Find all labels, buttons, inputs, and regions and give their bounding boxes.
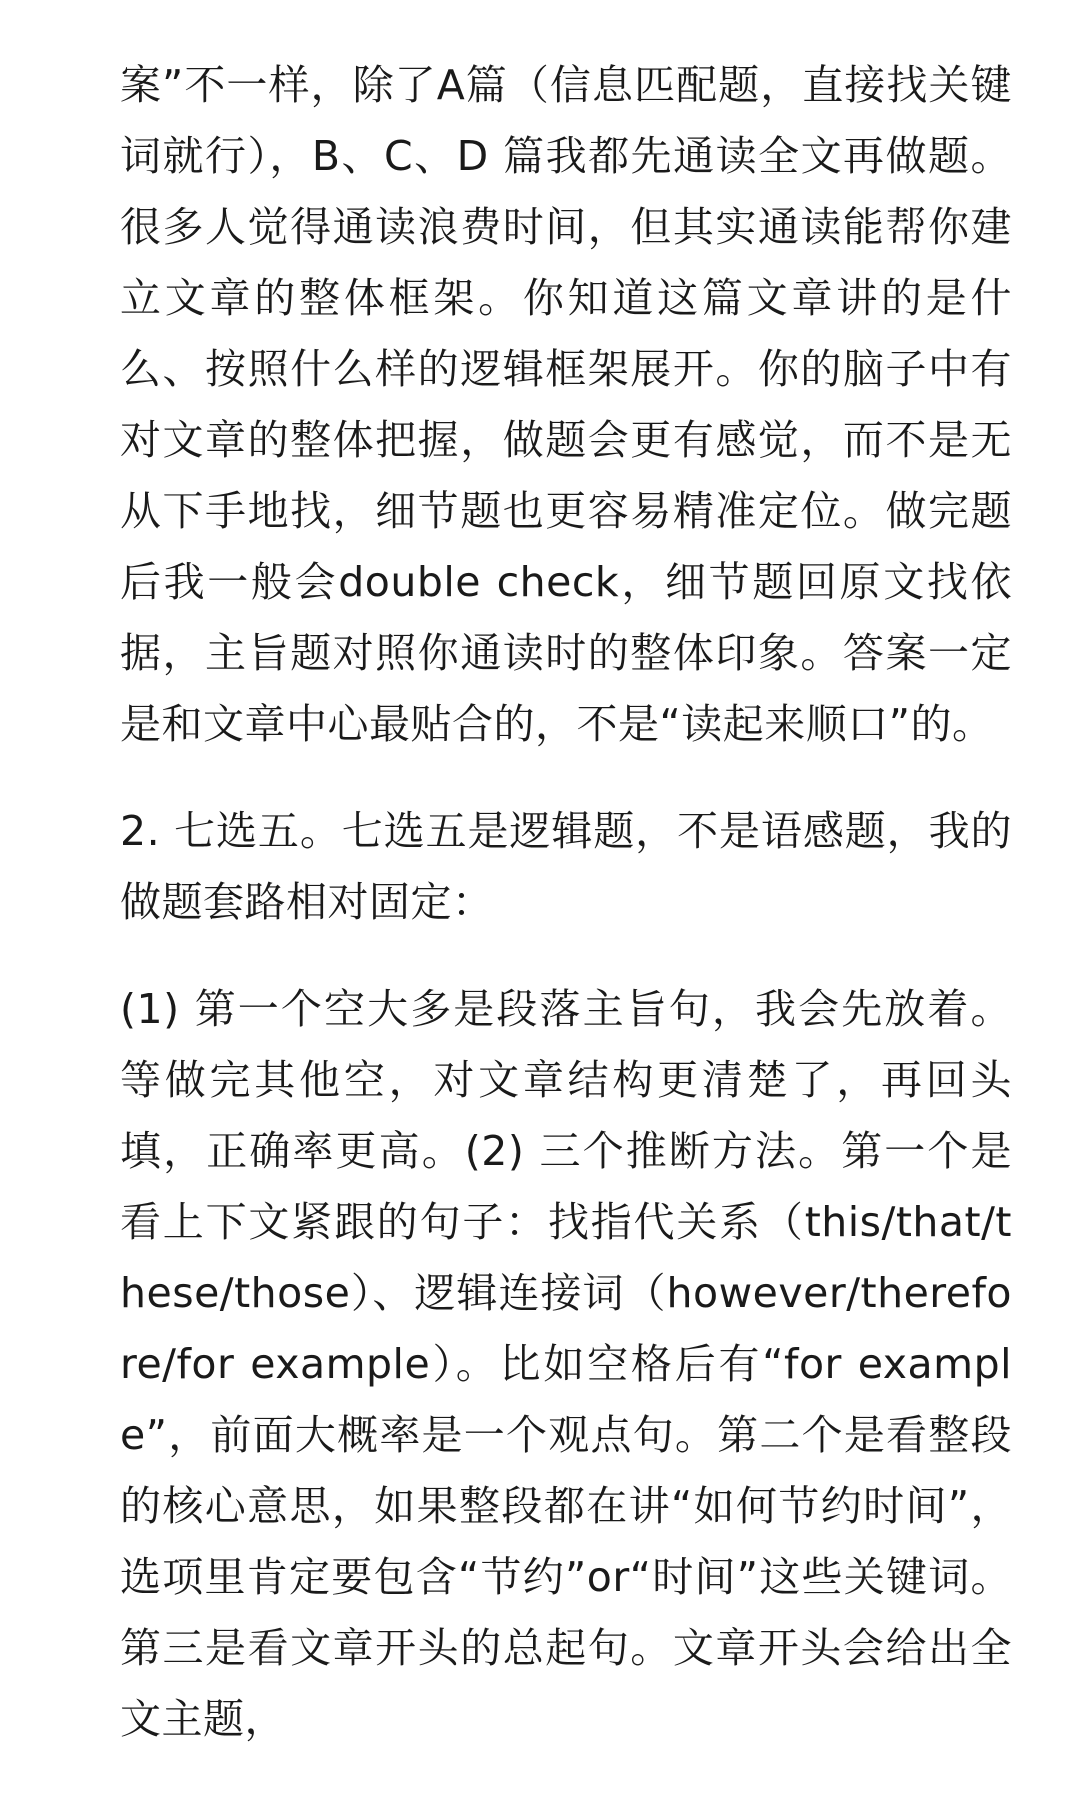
paragraph-reading-tips: 案”不一样，除了A篇（信息匹配题，直接找关键词就行），B、C、D 篇我都先通读全文再做题。很多人觉得通读浪费时间，但其实通读能帮你建立文章的整体框架。你知道这篇文章讲的是什么、按照什么样的逻辑框架展开。你的脑子中有对文章的整体把握，做题会更有感觉，而不是无从下手地找，细节题也更容易精准定位。做完题后我一般会double check，细节题回原文找依据，主旨题对照你通读时的整体印象。答案一定是和文章中心最贴合的，不是“读起来顺口”的。 xyxy=(120,61,1012,748)
paragraph-seven-choose-five-heading: 2. 七选五。七选五是逻辑题，不是语感题，我的做题套路相对固定： xyxy=(120,807,1012,926)
article-body xyxy=(120,50,1012,1791)
paragraph-seven-choose-five-methods: (1) 第一个空大多是段落主旨句，我会先放着。等做完其他空，对文章结构更清楚了，再回头填，正确率更高。(2) 三个推断方法。第一个是看上下文紧跟的句子：找指代关系（this/that/these/those）、逻辑连接词（however/therefore/for example）。比如空格后有“for example”，前面大概率是一个观点句。第二个是看整段的核心意思，如果整段都在讲“如何节约时间”，选项里肯定要包含“节约”or“时间”这些关键词。第三是看文章开头的总起句。文章开头会给出全文主题， xyxy=(120,985,1012,1743)
